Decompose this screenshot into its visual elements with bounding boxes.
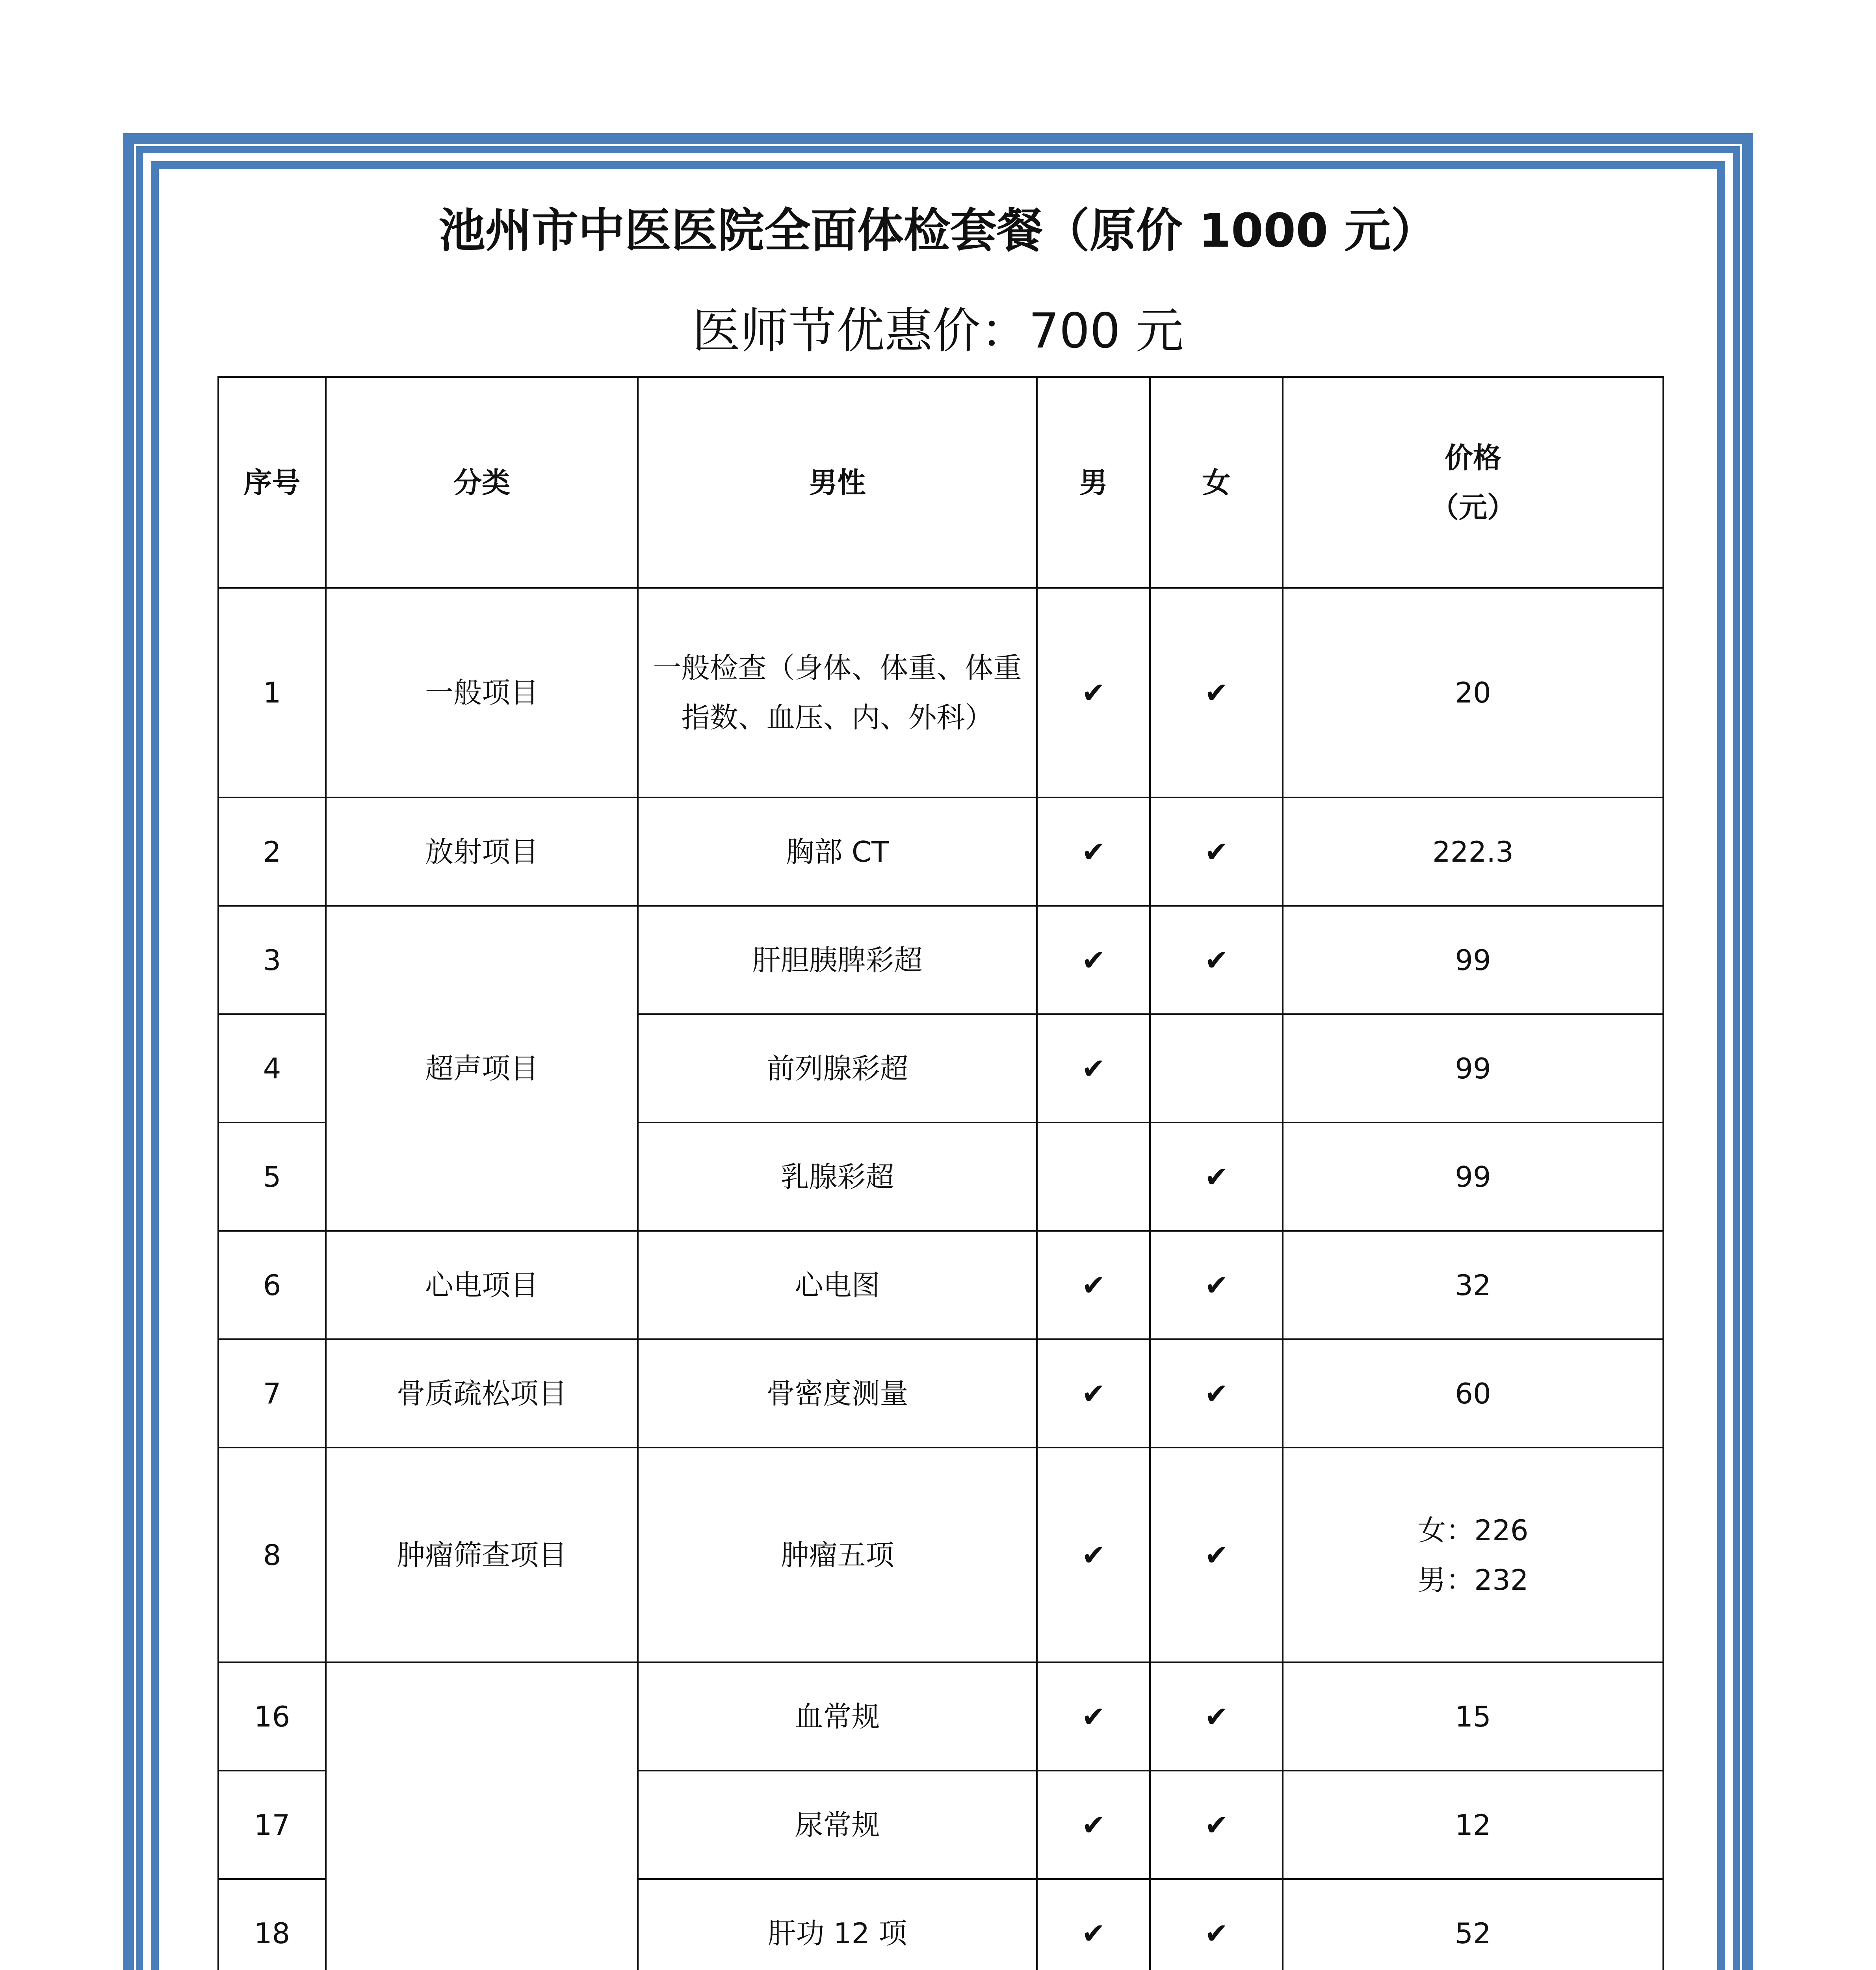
cell-female-check: ✔ [1150, 1123, 1283, 1231]
cell-no: 1 [218, 588, 326, 797]
cell-female-check: ✔ [1150, 1662, 1283, 1771]
cell-price: 99 [1283, 1014, 1663, 1123]
cell-no: 18 [218, 1879, 326, 1970]
cell-category: 一般项目 [326, 588, 638, 797]
cell-item: 心电图 [638, 1231, 1037, 1339]
cell-no: 7 [218, 1339, 326, 1448]
cell-price: 32 [1283, 1231, 1663, 1339]
cell-price: 60 [1283, 1339, 1663, 1448]
cell-category [326, 1662, 638, 1970]
cell-price: 99 [1283, 906, 1663, 1014]
cell-male-check [1037, 1123, 1150, 1231]
header-female: 女 [1150, 377, 1283, 588]
table-row [218, 1662, 1663, 1771]
cell-male-check: ✔ [1037, 1014, 1150, 1123]
cell-female-check [1150, 1014, 1283, 1123]
cell-price: 222.3 [1283, 797, 1663, 906]
cell-category: 肿瘤筛查项目 [326, 1448, 638, 1662]
table-row [218, 1231, 1663, 1339]
cell-no: 8 [218, 1448, 326, 1662]
price-male: 男：232 [1417, 1563, 1529, 1596]
cell-male-check: ✔ [1037, 1231, 1150, 1339]
cell-no: 2 [218, 797, 326, 906]
cell-male-check: ✔ [1037, 588, 1150, 797]
cell-item: 乳腺彩超 [638, 1123, 1037, 1231]
cell-category: 超声项目 [326, 906, 638, 1231]
header-price [1283, 377, 1663, 588]
cell-female-check: ✔ [1150, 1231, 1283, 1339]
cell-female-check: ✔ [1150, 1771, 1283, 1879]
document-title: 池州市中医医院全面体检套餐（原价 1000 元） [438, 203, 1438, 258]
cell-item: 尿常规 [638, 1771, 1037, 1879]
cell-no: 6 [218, 1231, 326, 1339]
cell-price: 15 [1283, 1662, 1663, 1771]
cell-no: 16 [218, 1662, 326, 1771]
discount-price-subtitle: 医师节优惠价：700 元 [692, 303, 1184, 359]
cell-no: 4 [218, 1014, 326, 1123]
cell-category: 骨质疏松项目 [326, 1339, 638, 1448]
header-category: 分类 [326, 377, 638, 588]
cell-male-check: ✔ [1037, 906, 1150, 1014]
cell-price [1283, 1448, 1663, 1662]
cell-male-check: ✔ [1037, 1448, 1150, 1662]
cell-male-check: ✔ [1037, 1662, 1150, 1771]
cell-female-check: ✔ [1150, 1879, 1283, 1970]
cell-female-check: ✔ [1150, 1339, 1283, 1448]
cell-male-check: ✔ [1037, 1879, 1150, 1970]
cell-item: 前列腺彩超 [638, 1014, 1037, 1123]
cell-female-check: ✔ [1150, 906, 1283, 1014]
header-no: 序号 [218, 377, 326, 588]
cell-item: 肝胆胰脾彩超 [638, 906, 1037, 1014]
cell-item: 肿瘤五项 [638, 1448, 1037, 1662]
cell-category: 心电项目 [326, 1231, 638, 1339]
cell-item: 胸部 CT [638, 797, 1037, 906]
cell-price: 12 [1283, 1771, 1663, 1879]
header-male: 男 [1037, 377, 1150, 588]
cell-price: 52 [1283, 1879, 1663, 1970]
cell-no: 17 [218, 1771, 326, 1879]
cell-no: 3 [218, 906, 326, 1014]
table-row [218, 1448, 1663, 1662]
table-header-row [218, 377, 1663, 588]
table-row [218, 588, 1663, 797]
cell-price: 20 [1283, 588, 1663, 797]
cell-female-check: ✔ [1150, 797, 1283, 906]
price-female: 女：226 [1417, 1513, 1529, 1547]
cell-item: 肝功 12 项 [638, 1879, 1037, 1970]
cell-item: 骨密度测量 [638, 1339, 1037, 1448]
cell-male-check: ✔ [1037, 1771, 1150, 1879]
cell-no: 5 [218, 1123, 326, 1231]
header-price-label: 价格 [1444, 441, 1501, 474]
table-row [218, 797, 1663, 906]
header-price-unit: （元） [1430, 491, 1516, 524]
cell-male-check: ✔ [1037, 797, 1150, 906]
cell-item: 一般检查（身体、体重、体重指数、血压、内、外科） [638, 588, 1037, 797]
cell-male-check: ✔ [1037, 1339, 1150, 1448]
cell-female-check: ✔ [1150, 588, 1283, 797]
cell-item: 血常规 [638, 1662, 1037, 1771]
header-item: 男性 [638, 377, 1037, 588]
cell-price: 99 [1283, 1123, 1663, 1231]
checkup-package-table [217, 376, 1664, 1970]
cell-female-check: ✔ [1150, 1448, 1283, 1662]
cell-category: 放射项目 [326, 797, 638, 906]
table-row [218, 906, 1663, 1014]
table-row [218, 1339, 1663, 1448]
